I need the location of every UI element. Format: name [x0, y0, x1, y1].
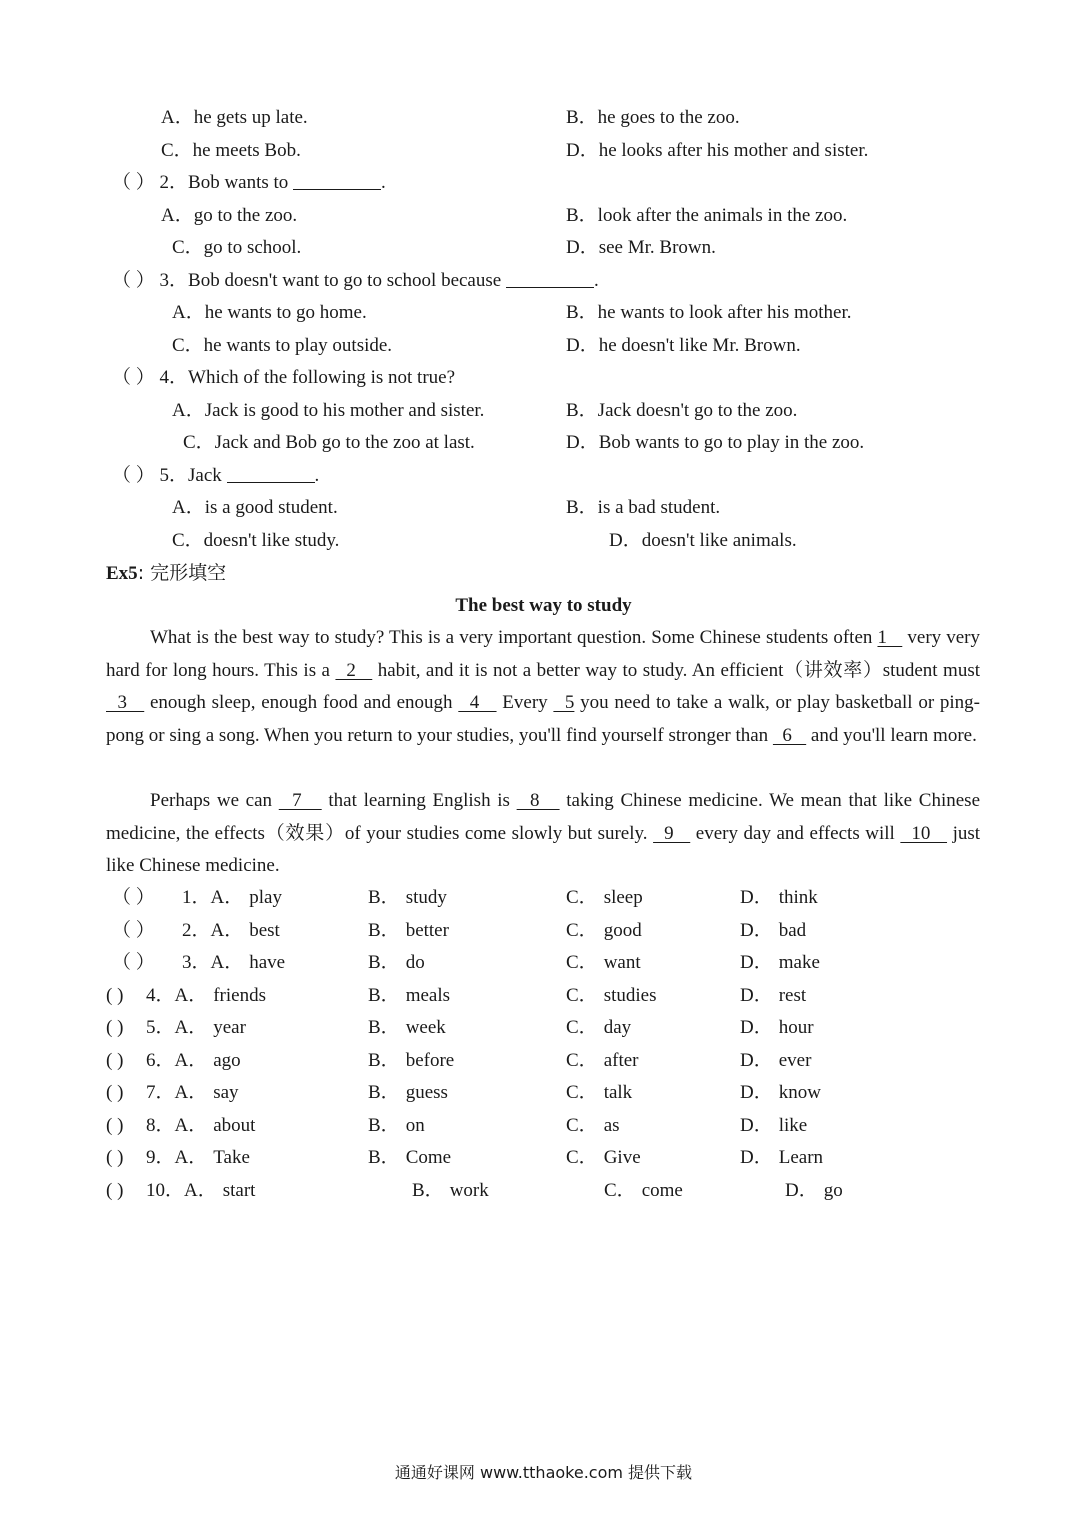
- option-d-text: bad: [778, 920, 807, 941]
- option-d: D．: [740, 920, 773, 941]
- question-number: 1．A．: [182, 887, 244, 908]
- option-a-text: start: [222, 1180, 256, 1201]
- passage-text: every day and effects will: [690, 822, 901, 844]
- cloze-question-row: [0, 915, 1087, 947]
- option-c: C．: [566, 985, 598, 1006]
- q1-option-c: C．he meets Bob.: [161, 140, 301, 161]
- option-b-cell: [368, 1110, 425, 1142]
- option-b-text: study: [405, 887, 447, 908]
- answer-blank: [227, 462, 315, 483]
- option-c-cell: [566, 1012, 631, 1044]
- option-c-text: sleep: [603, 887, 643, 908]
- option-b: B．: [368, 1082, 400, 1103]
- passage-title: The best way to study: [455, 595, 632, 616]
- option-c-text: come: [641, 1180, 683, 1201]
- q3-options-row-2: [0, 330, 1087, 362]
- option-c: C．: [566, 1115, 598, 1136]
- option-c-text: want: [603, 952, 641, 973]
- option-d-cell: [740, 1110, 807, 1142]
- answer-paren[interactable]: ( ): [106, 1050, 124, 1071]
- answer-paren-cell: [106, 980, 123, 1012]
- passage-paragraph-1: [106, 622, 980, 752]
- question-5: [112, 460, 319, 492]
- answer-paren-cell: [106, 1012, 123, 1044]
- option-d: D．: [740, 1115, 773, 1136]
- q4-option-c: C．Jack and Bob go to the zoo at last.: [183, 432, 475, 453]
- q5-option-c: C．doesn't like study.: [172, 530, 340, 551]
- passage-text: that learning English is: [321, 790, 517, 811]
- q1-option-d: D．he looks after his mother and sister.: [566, 140, 869, 161]
- question-number-cell: [146, 1175, 255, 1207]
- q4-options-row-1: [0, 395, 1087, 427]
- option-b-cell: [368, 1077, 448, 1109]
- option-b-text: better: [405, 920, 449, 941]
- blank-6: 6: [772, 724, 807, 746]
- option-b: B．: [412, 1180, 444, 1201]
- answer-blank: [506, 267, 594, 288]
- question-number: 10．A．: [146, 1180, 217, 1201]
- section-title: : 完形填空: [137, 562, 227, 584]
- question-2: [112, 167, 386, 199]
- option-d-text: make: [778, 952, 820, 973]
- option-d: D．: [740, 1147, 773, 1168]
- option-b-text: Come: [405, 1147, 452, 1168]
- question-number: 7．A．: [146, 1082, 208, 1103]
- answer-paren[interactable]: ( ): [106, 1082, 124, 1103]
- passage-text: Every: [496, 692, 554, 714]
- q1-option-a: A．he gets up late.: [161, 107, 308, 128]
- question-number-cell: [146, 1045, 241, 1077]
- question-number: 6．A．: [146, 1050, 208, 1071]
- question-number-cell: [146, 980, 266, 1012]
- option-c-text: day: [603, 1017, 632, 1038]
- question-stem: 2．Bob wants to: [159, 172, 289, 193]
- blank-1: 1: [877, 627, 903, 648]
- option-d: D．: [740, 952, 773, 973]
- cloze-question-row: [0, 882, 1087, 914]
- option-a-text: Take: [213, 1147, 250, 1168]
- option-b: B．: [368, 1050, 400, 1071]
- option-d: D．: [740, 887, 773, 908]
- option-b-text: guess: [405, 1082, 448, 1103]
- answer-paren[interactable]: （ ）: [112, 367, 155, 388]
- option-d-cell: [740, 1142, 823, 1174]
- question-number: 4．A．: [146, 985, 208, 1006]
- passage-text: and you'll learn more.: [806, 724, 977, 746]
- answer-paren[interactable]: （ ）: [112, 887, 155, 908]
- option-d-cell: [740, 980, 806, 1012]
- q5-option-d: D．doesn't like animals.: [609, 530, 797, 551]
- q5-options-row-2: [0, 525, 1087, 557]
- answer-paren-cell: [112, 947, 155, 979]
- option-b-text: week: [405, 1017, 446, 1038]
- option-b-text: meals: [405, 985, 451, 1006]
- answer-paren[interactable]: ( ): [106, 1017, 124, 1038]
- option-c-cell: [566, 882, 643, 914]
- option-b: B．: [368, 887, 400, 908]
- option-d-cell: [740, 1012, 814, 1044]
- option-d-cell: [740, 947, 820, 979]
- question-number-cell: [146, 1012, 246, 1044]
- cloze-question-row: [0, 947, 1087, 979]
- option-d-text: go: [823, 1180, 843, 1201]
- blank-9: 9: [653, 822, 691, 844]
- option-c: C．: [566, 920, 598, 941]
- answer-paren-cell: [112, 915, 155, 947]
- cloze-question-row: [0, 1077, 1087, 1109]
- q1-option-b: B．he goes to the zoo.: [566, 107, 740, 128]
- option-b: B．: [368, 1017, 400, 1038]
- q2-option-c: C．go to school.: [172, 237, 302, 258]
- option-b: B．: [368, 1147, 400, 1168]
- option-c-text: good: [603, 920, 642, 941]
- answer-paren-cell: [106, 1077, 123, 1109]
- question-number: 3．A．: [182, 952, 244, 973]
- option-a-text: have: [249, 952, 286, 973]
- answer-paren-cell: [112, 882, 155, 914]
- passage-text: enough sleep, enough food and enough: [144, 692, 459, 714]
- q3-option-c: C．he wants to play outside.: [172, 335, 393, 356]
- q5-option-b: B．is a bad student.: [566, 497, 721, 518]
- answer-paren-cell: [106, 1175, 123, 1207]
- cloze-question-row: [0, 1045, 1087, 1077]
- q5-options-row-1: [0, 492, 1087, 524]
- option-a-text: ago: [213, 1050, 241, 1071]
- option-c: C．: [566, 952, 598, 973]
- option-b: B．: [368, 985, 400, 1006]
- option-d-cell: [740, 1077, 821, 1109]
- option-c-cell: [566, 980, 656, 1012]
- stem-end: .: [314, 465, 320, 486]
- q3-options-row-1: [0, 297, 1087, 329]
- option-c: C．: [566, 1082, 598, 1103]
- option-d-cell: [740, 1045, 811, 1077]
- passage-text: taking Chinese medicine. We mean that like Chinese medicine, the effects（效果）of your studies come slowly but surely.: [106, 790, 981, 844]
- option-c: C．: [566, 887, 598, 908]
- footer-credit: 通通好课网 www.tthaoke.com 提供下载: [394, 1463, 693, 1482]
- option-c-cell: [566, 947, 641, 979]
- passage-text: What is the best way to study? This is a very important question. Some Chinese students often: [150, 627, 878, 648]
- cloze-question-row: [0, 1175, 1087, 1207]
- option-d-text: ever: [778, 1050, 812, 1071]
- option-a-text: year: [213, 1017, 246, 1038]
- option-d: D．: [740, 1050, 773, 1071]
- q3-option-d: D．he doesn't like Mr. Brown.: [566, 335, 801, 356]
- option-a-text: best: [249, 920, 280, 941]
- answer-paren-cell: [106, 1045, 123, 1077]
- option-b-cell: [368, 1045, 454, 1077]
- passage-text: habit, and it is not a better way to study. An efficient（讲效率）student must: [372, 659, 980, 681]
- q4-option-a: A．Jack is good to his mother and sister.: [172, 400, 485, 421]
- option-b-text: do: [405, 952, 425, 973]
- option-d-cell: [740, 915, 806, 947]
- question-4: [112, 362, 455, 394]
- option-c-text: as: [603, 1115, 620, 1136]
- option-c: C．: [566, 1017, 598, 1038]
- option-d-cell: [740, 882, 818, 914]
- q5-option-a: A．is a good student.: [172, 497, 338, 518]
- answer-paren[interactable]: （ ）: [112, 920, 155, 941]
- option-c: C．: [566, 1147, 598, 1168]
- question-number: 2．A．: [182, 920, 244, 941]
- option-c: C．: [566, 1050, 598, 1071]
- q1-options-row-1: [0, 102, 1087, 134]
- q2-option-a: A．go to the zoo.: [161, 205, 298, 226]
- option-a-text: say: [213, 1082, 239, 1103]
- section-label: [106, 557, 226, 590]
- q1-options-row-2: [0, 135, 1087, 167]
- option-b-cell: [412, 1175, 489, 1207]
- cloze-question-row: [0, 1142, 1087, 1174]
- option-b-cell: [368, 1012, 446, 1044]
- answer-paren[interactable]: ( ): [106, 1180, 124, 1201]
- question-number-cell: [146, 1077, 239, 1109]
- option-c-cell: [566, 915, 642, 947]
- answer-blank: [293, 169, 381, 190]
- option-d: D．: [740, 985, 773, 1006]
- option-d-text: rest: [778, 985, 807, 1006]
- blank-3: 3: [106, 692, 145, 714]
- question-stem: 3．Bob doesn't want to go to school because: [159, 270, 502, 291]
- question-number-cell: [182, 947, 285, 979]
- q2-option-d: D．see Mr. Brown.: [566, 237, 716, 258]
- option-a-text: about: [213, 1115, 256, 1136]
- answer-paren[interactable]: （ ）: [112, 952, 155, 973]
- option-a-text: play: [249, 887, 282, 908]
- option-b-cell: [368, 947, 425, 979]
- answer-paren[interactable]: （ ）: [112, 172, 155, 193]
- option-c-cell: [566, 1045, 639, 1077]
- q2-options-row-2: [0, 232, 1087, 264]
- option-b: B．: [368, 952, 400, 973]
- answer-paren[interactable]: （ ）: [112, 270, 155, 291]
- stem-end: .: [381, 172, 386, 193]
- option-d: D．: [740, 1082, 773, 1103]
- q4-option-d: D．Bob wants to go to play in the zoo.: [566, 432, 865, 453]
- option-d-cell: [785, 1175, 843, 1207]
- option-b-cell: [368, 882, 447, 914]
- answer-paren[interactable]: ( ): [106, 1147, 124, 1168]
- option-d-text: think: [778, 887, 818, 908]
- option-c-cell: [566, 1110, 620, 1142]
- blank-2: 2: [335, 659, 373, 681]
- question-stem: 4．Which of the following is not true?: [159, 367, 456, 388]
- passage-text: Perhaps we can: [150, 790, 279, 811]
- question-number-cell: [146, 1110, 255, 1142]
- passage-text: just like Chinese medicine.: [106, 822, 981, 877]
- answer-paren[interactable]: ( ): [106, 1115, 124, 1136]
- option-d-text: like: [778, 1115, 808, 1136]
- question-number: 9．A．: [146, 1147, 208, 1168]
- question-number-cell: [182, 882, 282, 914]
- answer-paren-cell: [106, 1110, 123, 1142]
- option-b-cell: [368, 915, 449, 947]
- question-number: 8．A．: [146, 1115, 208, 1136]
- q2-options-row-1: [0, 200, 1087, 232]
- answer-paren-cell: [106, 1142, 123, 1174]
- option-c-text: after: [603, 1050, 639, 1071]
- cloze-question-row: [0, 1110, 1087, 1142]
- stem-end: .: [593, 270, 599, 291]
- option-b-text: on: [405, 1115, 425, 1136]
- question-number: 5．A．: [146, 1017, 208, 1038]
- option-d: D．: [740, 1017, 773, 1038]
- passage-text: you need to take a walk, or play basketball or ping-pong or sing a song. When you return to your studies, you'll find yourself stronger than: [106, 692, 981, 746]
- option-c-text: studies: [603, 985, 657, 1006]
- option-b-text: work: [449, 1180, 489, 1201]
- option-c-cell: [566, 1142, 641, 1174]
- blank-8: 8: [516, 790, 560, 811]
- blank-4: 4: [458, 692, 497, 714]
- option-b: B．: [368, 1115, 400, 1136]
- option-d-text: know: [778, 1082, 821, 1103]
- option-b: B．: [368, 920, 400, 941]
- q4-option-b: B．Jack doesn't go to the zoo.: [566, 400, 798, 421]
- option-d-text: hour: [778, 1017, 814, 1038]
- option-d: D．: [785, 1180, 818, 1201]
- q3-option-a: A．he wants to go home.: [172, 302, 367, 323]
- answer-paren[interactable]: ( ): [106, 985, 124, 1006]
- option-a-text: friends: [213, 985, 266, 1006]
- question-number-cell: [146, 1142, 250, 1174]
- option-b-text: before: [405, 1050, 455, 1071]
- option-d-text: Learn: [778, 1147, 824, 1168]
- option-c-text: talk: [603, 1082, 633, 1103]
- option-c-text: Give: [603, 1147, 641, 1168]
- q2-option-b: B．look after the animals in the zoo.: [566, 205, 848, 226]
- option-b-cell: [368, 980, 450, 1012]
- question-stem: 5．Jack: [159, 465, 222, 486]
- passage-text: very very hard for long hours. This is a: [106, 627, 980, 681]
- option-c-cell: [566, 1077, 632, 1109]
- blank-5: 5: [553, 692, 575, 714]
- option-c-cell: [604, 1175, 683, 1207]
- option-c: C．: [604, 1180, 636, 1201]
- section-number: Ex5: [106, 563, 138, 584]
- question-3: [112, 265, 599, 297]
- question-number-cell: [182, 915, 280, 947]
- cloze-question-row: [0, 1012, 1087, 1044]
- passage-paragraph-2: [106, 785, 980, 883]
- q3-option-b: B．he wants to look after his mother.: [566, 302, 852, 323]
- blank-7: 7: [278, 790, 322, 811]
- option-b-cell: [368, 1142, 451, 1174]
- answer-paren[interactable]: （ ）: [112, 465, 155, 486]
- q4-options-row-2: [0, 427, 1087, 459]
- blank-10: 10: [900, 822, 948, 844]
- cloze-question-row: [0, 980, 1087, 1012]
